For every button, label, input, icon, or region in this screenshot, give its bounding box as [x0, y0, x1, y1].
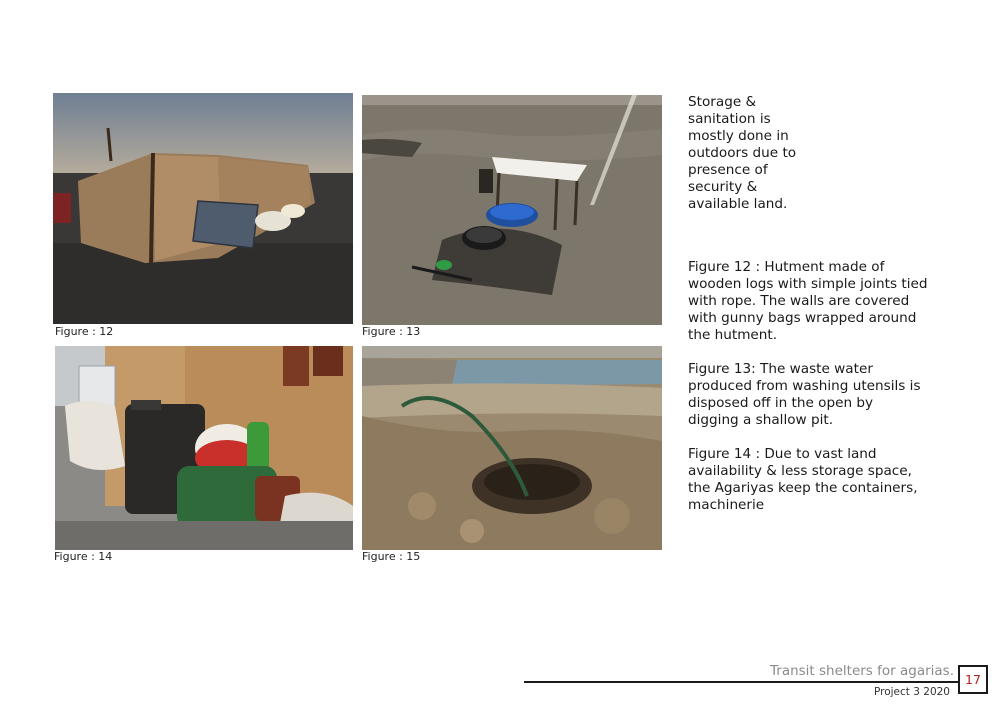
footer-divider	[524, 681, 960, 683]
figure-13-photo	[362, 95, 662, 325]
waste-water-pit-photo-icon	[362, 95, 662, 325]
figure-14-note: Figure 14 : Due to vast land availability & less storage space, the Agariyas keep the containers, machinerie	[688, 446, 918, 513]
figure-13-caption: Figure : 13	[362, 325, 421, 338]
figure-13-note: Figure 13: The waste water produced from washing utensils is disposed off in the open by digging a shallow pit.	[688, 361, 921, 428]
figure-14-photo	[55, 346, 353, 550]
dug-pit-with-pipe-photo-icon	[362, 346, 662, 550]
page-number-badge	[958, 665, 988, 694]
footer-project-label: Project 3 2020	[873, 686, 950, 698]
page-number: 17	[965, 672, 981, 687]
containers-machinery-photo-icon	[55, 346, 353, 550]
figure-14-caption: Figure : 14	[54, 550, 113, 563]
figure-15-photo	[362, 346, 662, 550]
figure-notes	[688, 259, 928, 531]
figure-12-caption: Figure : 12	[55, 325, 114, 338]
footer-title: Transit shelters for agarias.	[770, 663, 954, 679]
figure-12-note: Figure 12 : Hutment made of wooden logs with simple joints tied with rope. The walls are covered with gunny bags wrapped around the hutment.	[688, 259, 928, 343]
figure-15-caption: Figure : 15	[362, 550, 421, 563]
hutment-photo-icon	[53, 93, 353, 324]
figure-12-photo	[53, 93, 353, 324]
intro-paragraph: Storage & sanitation is mostly done in outdoors due to presence of security & available land.	[688, 94, 797, 212]
